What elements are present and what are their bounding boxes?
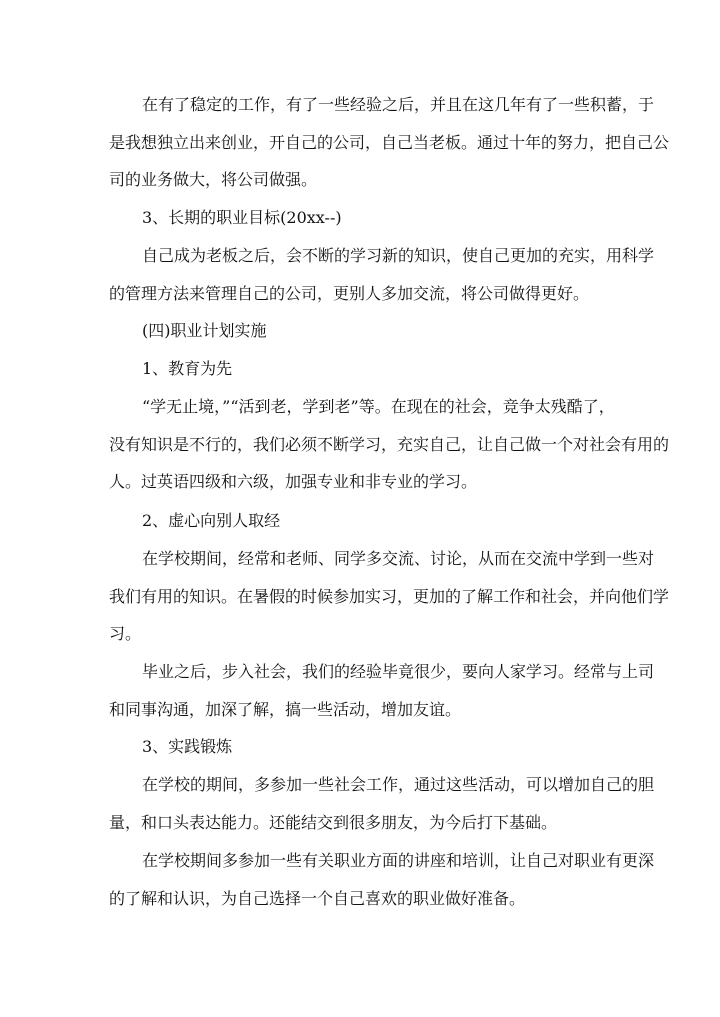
- text-line: 是我想独立出来创业，开自己的公司，自己当老板。通过十年的努力，把自己公: [109, 132, 670, 152]
- text-line: 自己成为老板之后，会不断的学习新的知识，使自己更加的充实，用科学: [142, 246, 655, 265]
- text-line: 和同事沟通，加深了解，搞一些活动，增加友谊。: [109, 699, 462, 719]
- heading-text: 3、长期的职业目标(20xx--): [142, 208, 342, 227]
- text-line: 在学校期间多参加一些有关职业方面的讲座和培训，让自己对职业有更深: [142, 851, 655, 870]
- text-line: 我们有用的知识。在暑假的时候参加实习，更加的了解工作和社会，并向他们学: [109, 586, 670, 606]
- paragraph-career-lectures: [109, 842, 655, 917]
- paragraph-startup-plan: [109, 86, 670, 199]
- text-line: 在学校期间，经常和老师、同学多交流、讨论，从而在交流中学到一些对: [142, 549, 655, 568]
- text-line: “学无止境，”“活到老，学到老”等。在现在的社会，竞争太残酷了，: [142, 397, 615, 416]
- text-line: 在有了稳定的工作，有了一些经验之后，并且在这几年有了一些积蓄，于: [142, 95, 655, 114]
- text-line: 司的业务做大，将公司做强。: [109, 170, 318, 189]
- heading-learn-from-others: [109, 502, 613, 540]
- text-line: 在学校的期间，多参加一些社会工作，通过这些活动，可以增加自己的胆: [142, 775, 655, 794]
- heading-text: 3、实践锻炼: [142, 737, 233, 756]
- text-line: 的了解和认识，为自己选择一个自己喜欢的职业做好准备。: [109, 888, 526, 908]
- text-line: 没有知识是不行的，我们必须不断学习，充实自己，让自己做一个对社会有用的: [109, 434, 670, 454]
- heading-practice: [109, 728, 613, 766]
- heading-text: 1、教育为先: [142, 359, 233, 378]
- paragraph-after-boss: [109, 237, 655, 312]
- text-line: 的管理方法来管理自己的公司，更别人多加交流，将公司做得更好。: [109, 283, 590, 303]
- paragraph-social-work: [109, 766, 655, 841]
- text-line: 人。过英语四级和六级，加强专业和非专业的学习。: [109, 472, 478, 491]
- heading-long-term-goal: [109, 199, 613, 237]
- paragraph-lifelong-learning: [109, 388, 670, 501]
- heading-text: (四)职业计划实施: [142, 321, 267, 340]
- heading-plan-implementation: [109, 312, 613, 350]
- text-line: 毕业之后，步入社会，我们的经验毕竟很少，要向人家学习。经常与上司: [142, 662, 655, 681]
- text-line: 量，和口头表达能力。还能结交到很多朋友，为今后打下基础。: [109, 812, 558, 832]
- paragraph-after-graduation: [109, 653, 655, 728]
- paragraph-school-exchange: [109, 540, 670, 653]
- heading-education-first: [109, 350, 613, 388]
- text-line: 习。: [109, 624, 142, 643]
- heading-text: 2、虚心向别人取经: [142, 511, 281, 530]
